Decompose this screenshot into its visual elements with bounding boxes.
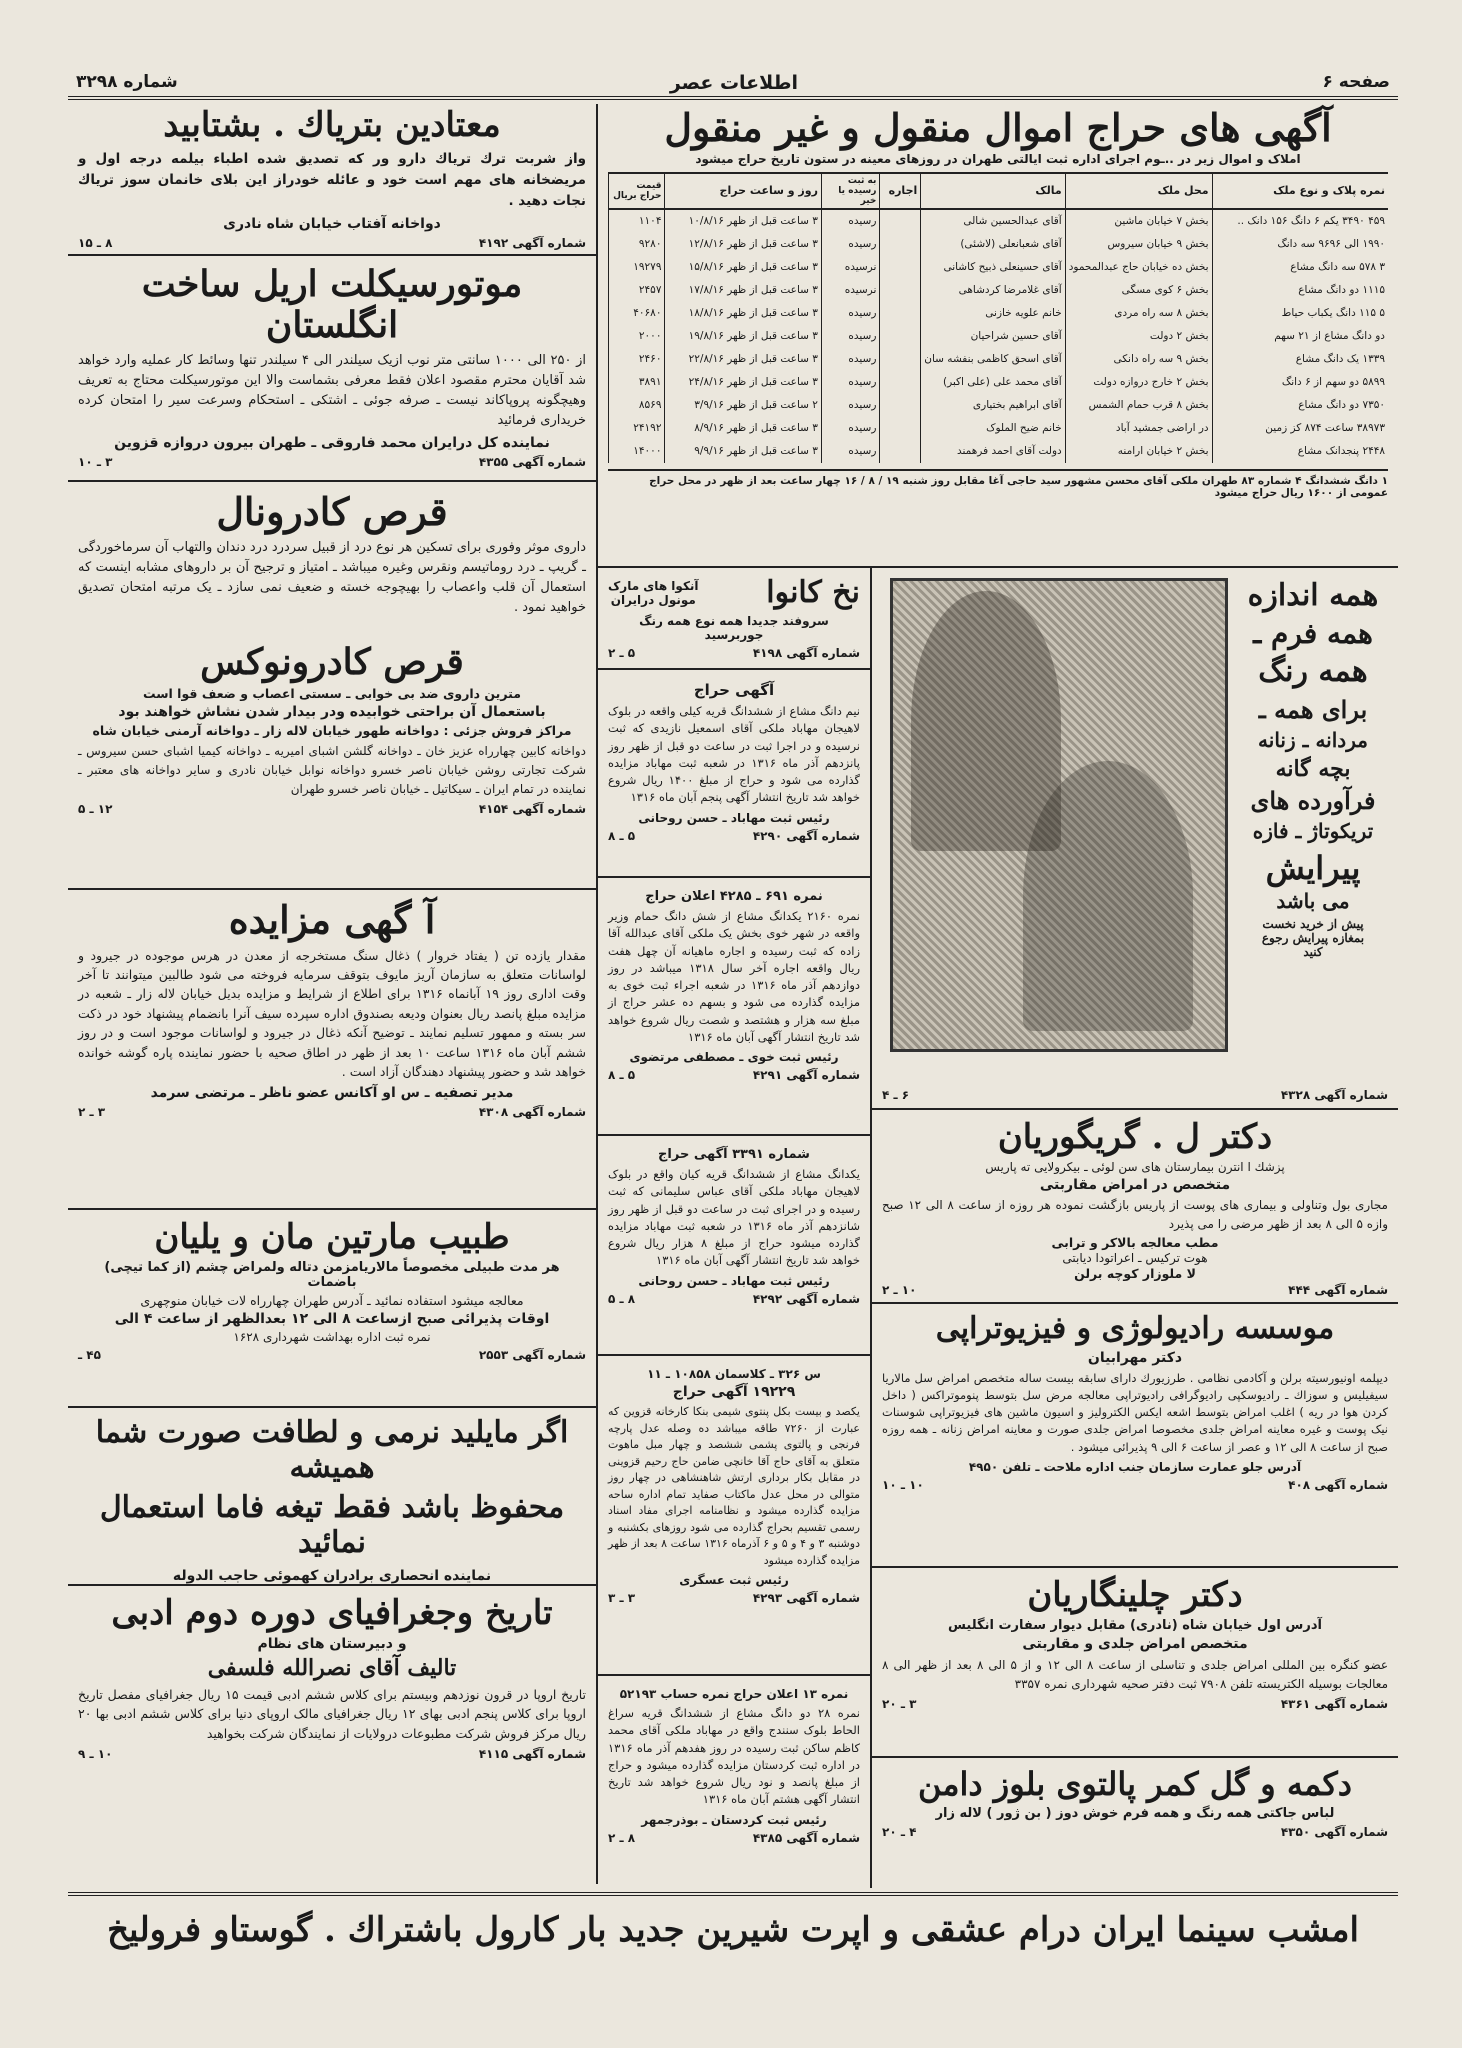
table-cell: بخش ۹ خیابان سیروس <box>1065 233 1212 256</box>
notice-2-meta <box>608 1068 860 1082</box>
auction-table <box>608 172 1388 463</box>
table-cell: در اراضی جمشید آباد <box>1065 417 1212 440</box>
ad-reg-number: شماره آگهی ۴۲۹۳ <box>752 1591 860 1605</box>
ad-code: ۵ ـ ۲ <box>608 645 636 660</box>
ad-fashion-meta <box>882 1088 1388 1102</box>
table-cell: آقای شعبانعلی (لاشئی) <box>921 233 1065 256</box>
ad-chelingarian-spec: متخصص امراض جلدی و مقاربتی <box>1022 1636 1248 1653</box>
ad-chelingarian <box>872 1570 1398 1758</box>
cinema-banner <box>68 1892 1398 1966</box>
table-cell: رسیده <box>821 348 879 371</box>
ad-canova-meta <box>608 646 860 660</box>
fashion-line: همه رنگ <box>1258 654 1368 689</box>
table-cell: ۱۴۰۰۰ <box>609 440 665 463</box>
ad-code: ۱۲ ـ ۵ <box>78 802 113 817</box>
ad-reg-number: شماره آگهی ۴۲۹۱ <box>752 1068 860 1082</box>
table-row <box>609 233 1389 256</box>
table-cell: نرسیده <box>821 279 879 302</box>
ad-history-sub1: و دبیرستان های نظام <box>257 1636 407 1653</box>
ad-reg-number: شماره آگهی ۴۳۸۵ <box>752 1830 860 1845</box>
table-cell: ۱۹۹۰ الی ۹۶۹۶ سه دانگ <box>1212 233 1388 256</box>
ad-code: ۵ ـ ۸ <box>608 1068 636 1082</box>
table-cell: ۴۰۶۸۰ <box>609 302 665 325</box>
table-cell: بخش ۹ سه راه دانکی <box>1065 348 1212 371</box>
ad-chelingarian-body: عضو کنگره بین المللی امراض جلدی و تناسلی از ساعت ۸ الی ۱۲ و از ۵ الی ۸ بعد از ظهر الی ۸ معالجات بوسیله الکتریسته تلفن ۷۹۰۸ ثبت دفتر صحیه شهرداری نمره ۳۳۵۷ <box>882 1658 1389 1691</box>
table-cell: ۳ ساعت قبل از ظهر ۱۷/۸/۱۶ <box>665 279 821 302</box>
table-cell: بخش ۸ سه راه مردی <box>1065 302 1212 325</box>
fashion-line: برای همه ـ <box>1258 695 1368 724</box>
table-cell: ۲۴۱۹۲ <box>609 417 665 440</box>
table-cell: ۲۰۰۰ <box>609 325 665 348</box>
table-row <box>609 256 1389 279</box>
fashion-line: فرآورده های <box>1250 786 1376 815</box>
ad-canova-side <box>608 579 699 607</box>
notice-2-head: نمره ۶۹۱ ـ ۴۲۸۵ اعلان حراج <box>645 889 823 904</box>
ad-reg-number: شماره آگهی ۴۱۹۲ <box>478 235 586 250</box>
table-cell: ۳ ساعت قبل از ظهر ۱۲/۸/۱۶ <box>665 233 821 256</box>
table-row <box>609 371 1389 394</box>
ad-radiology-addr: آدرس جلو عمارت سازمان جنب اداره ملاحت ـ تلفن ۴۹۵۰ <box>968 1459 1302 1474</box>
column-header: محل ملک <box>1065 173 1212 209</box>
table-cell: ۳ ساعت قبل از ظهر ۹/۹/۱۶ <box>665 440 821 463</box>
ad-grigorian-meta <box>882 1283 1388 1297</box>
notice-1-meta <box>608 829 860 843</box>
table-cell: ۲ ساعت قبل از ظهر ۳/۹/۱۶ <box>665 394 821 417</box>
table-row <box>609 279 1389 302</box>
ad-mozayede <box>68 892 596 1210</box>
table-cell: بخش ۷ خیابان ماشین <box>1065 209 1212 233</box>
auction-subtitle: املاک و اموال زیر در ..ـوم اجرای اداره ثبت ایالتی طهران در روزهای معینه در ستون تاریخ حراج میشود <box>695 151 1301 166</box>
table-cell: رسیده <box>821 209 879 233</box>
table-cell <box>880 394 921 417</box>
table-row <box>609 417 1389 440</box>
ad-reg-number: شماره آگهی ۴۱۹۸ <box>752 645 860 660</box>
table-cell: بخش ۲ خارج دروازه دولت <box>1065 371 1212 394</box>
column-header: اجاره <box>880 173 921 209</box>
table-cell: خانم علویه خازنی <box>921 302 1065 325</box>
ad-buttons-meta <box>882 1825 1388 1839</box>
table-cell: ۱۱۰۴ <box>609 209 665 233</box>
notice-1 <box>598 672 870 878</box>
ad-code: ۶ ـ ۴ <box>882 1088 910 1102</box>
ad-history-title: تاریخ وجغرافیای دوره دوم ادبی <box>111 1593 553 1633</box>
ad-cadronox-line2: باستعمال آن براحتی خوابیده ودر بیدار شدن نشاش خواهند بود <box>118 704 546 721</box>
notice-5-head: نمره ۱۳ اعلان حراج نمره حساب ۵۲۱۹۳ <box>619 1687 849 1701</box>
table-cell: ۳ ساعت قبل از ظهر ۲۲/۸/۱۶ <box>665 348 821 371</box>
notice-3-sign: رئیس ثبت مهاباد ـ حسن روحانی <box>638 1273 830 1288</box>
table-cell: ۳۸۹۷۳ ساعت ۸۷۴ کز زمین <box>1212 417 1388 440</box>
table-row <box>609 394 1389 417</box>
ad-martin-line4: نمره ثبت اداره بهداشت شهرداری ۱۶۲۸ <box>233 1330 431 1345</box>
ad-cadronal-title: قرص کادرونال <box>216 489 448 534</box>
ad-reg-number: شماره آگهی ۴۲۹۰ <box>752 828 860 843</box>
ad-opium <box>68 100 596 256</box>
issue-number: شماره ۳۲۹۸ <box>76 72 178 92</box>
fashion-line: همه اندازه <box>1247 578 1379 613</box>
cinema-banner-text: امشب سینما ایران درام عشقی و اپرت شیرین جدید بار کارول باشتراك . گوستاو فرولیخ <box>107 1910 1359 1951</box>
ad-cadronox-line3: مراکز فروش جزئی : دواخانه طهور خیابان لاله زار ـ دواخانه آرمنی خیابان شاه <box>92 723 572 739</box>
table-cell: ۳ ساعت قبل از ظهر ۸/۹/۱۶ <box>665 417 821 440</box>
ad-blade-title2: محفوظ باشد فقط تیغه فاما استعمال نمائید <box>99 1490 565 1560</box>
notice-2-body: نمره ۲۱۶۰ یکدانگ مشاع از شش دانگ حمام وزیر واقعه در شهر خوی بخش یک ملکی آقای عبدالله آقا زاده که ثبت رسیده و اجاره ماهیانه آن چهل هفت ریال واقعه اجاره آخر سال ۱۳۱۸ میباشد در روز دوازدهم آذر ماه ۱۳۱۶ در شعبه اجراء ثبت خوی به مزایده گذارده می شود و بسهم ده عشر حراج از مبلغ سه هزار و هشتصد و شصت ریال شروع خواهد شد تاریخ انتشار آگهی آبان ماه ۱۳۱۶ <box>608 909 860 1044</box>
ad-reg-number: شماره آگهی ۴۴۴ <box>1288 1283 1388 1298</box>
ad-code: ۳ ـ ۳ <box>608 1591 636 1605</box>
table-row <box>609 209 1389 233</box>
column-header: قیمت حراج بریال <box>609 173 665 209</box>
ad-chelingarian-meta <box>882 1697 1388 1711</box>
ad-martin-line3: اوقات پذیرائی صبح ازساعت ۸ الی ۱۲ بعدالظهر از ساعت ۴ الی <box>114 1311 550 1328</box>
table-cell: ۱۱۱۵ دو دانگ مشاع <box>1212 279 1388 302</box>
ad-history-meta <box>78 1747 586 1761</box>
ad-cadronal-body: داروی موثر وفوری برای تسکین هر نوع درد از قبیل سردرد درد دندان والتهاب آن سرماخوردگی ـ گریپ ـ درد روماتیسم ونقرس وغیره میباشد ـ امتیاز و ترجیح آن بر داروهای مشابه اینست که استعمال آن قلب واعصاب را بهیچوجه خسته و ضعیف نمی سازد ـ یک مرتبه امتحان تصدیق خواهید نمود . <box>78 539 586 616</box>
fashion-line: تریکوتاژ ـ فازه <box>1252 819 1374 843</box>
table-cell: رسیده <box>821 394 879 417</box>
table-row <box>609 348 1389 371</box>
ad-grigorian-line2: متخصص در امراض مقاربتی <box>1039 1177 1231 1194</box>
ad-radiology-body: دیپلمه اونیورسیته برلن و آکادمی نظامی . طرزیورك دارای سابقه بیست ساله متخصص امراض سل مالاریا سیفیلیس و سوزاك ـ رادیوسکپی رادیوگرافی رادیوتراپی معالجه مرض سل بتوسط پنوموتراکس ( داخل کردن هوا در ریه ) اغلب امراض بتوسط اشعه ایکس الکترولیز و اسیون ماشین های فیزیوتراپی شوسنات نیک پوست و غیره معاینه امراض جلدی مخصوصا امراض جلدی صورت و معاینه امراض زنانه ـ همه روزه صبح از ساعت ۸ الی ۱۲ و عصر از ساعت ۶ الی ۹ پذیرائی میشود . <box>882 1370 1388 1454</box>
ad-grigorian-line5: لا ملوزار کوچه برلن <box>1074 1266 1196 1282</box>
table-cell: ۲۴۶۰ <box>609 348 665 371</box>
table-cell <box>880 371 921 394</box>
table-cell: آقای محمد علی (علی اکبر) <box>921 371 1065 394</box>
table-cell: دو دانگ مشاع از ۲۱ سهم <box>1212 325 1388 348</box>
ad-canova-title: نخ کانوا <box>766 575 860 610</box>
ad-radiology-title: موسسه رادیولوژی و فیزیوتراپی <box>935 1311 1335 1346</box>
ad-motorcycle-agent: نماینده کل درایران محمد فاروقی ـ طهران بیرون دروازه قزوین <box>114 435 550 452</box>
ad-canova-body: سروفند جدیدا همه نوع همه رنگ جوربرسید <box>639 613 829 642</box>
ad-chelingarian-title: دکتر چلینگاریان <box>1027 1575 1243 1615</box>
ad-code: ۳ ـ ۱۰ <box>78 455 113 470</box>
table-cell <box>880 417 921 440</box>
ad-history-body: تاریخ اروپا در قرون نوزدهم وبیستم برای کلاس ششم ادبی قیمت ۱۵ ریال جغرافیای مفصل تاریخ اروپا برای کلاس پنجم ادبی بهای ۱۲ ریال جغرافیای مالک اروپای دنیا برای کلاس ششم ادبی بها ۲۰ ریال مرکز فروش شرکت مطبوعات درولایات از نمایندگان شرکت بخواهید <box>78 1687 586 1741</box>
ad-code: ۸ ـ ۲ <box>608 1830 636 1845</box>
ad-code: ۸ ـ ۵ <box>608 1291 636 1306</box>
table-cell: رسیده <box>821 440 879 463</box>
notice-5 <box>598 1678 870 1886</box>
table-cell: ۳ ساعت قبل از ظهر ۱۹/۸/۱۶ <box>665 325 821 348</box>
ad-cadronox <box>68 636 596 890</box>
ad-reg-number: شماره آگهی ۴۳۲۸ <box>1280 1088 1388 1102</box>
auction-footnote: ۱ دانگ ششدانگ ۴ شماره ۸۳ طهران ملکی آقای محسن مشهور سید حاجی آغا مقابل روز شنبه ۱۹ / ۸ / ۱۶ چهار ساعت بعد از ظهر در محل حراج عمومی از ۱۶۰۰ ریال حراج میشود <box>608 469 1388 499</box>
ad-buttons <box>872 1760 1398 1886</box>
ad-radiology-sub: دکتر مهرابیان <box>1087 1349 1183 1366</box>
table-cell: آقای اسحق کاظمی بنفشه سان <box>921 348 1065 371</box>
table-row <box>609 325 1389 348</box>
ad-code: ۸ ـ ۱۵ <box>78 235 113 250</box>
ad-history-sub2: تالیف آقای نصرالله فلسفی <box>207 1655 457 1682</box>
ad-cadronal <box>68 484 596 634</box>
ad-mozayede-sign: مدیر تصفیه ـ س او آکانس عضو ناظر ـ مرتضی سرمد <box>150 1085 514 1102</box>
table-row <box>609 440 1389 463</box>
ad-buttons-title: دکمه و گل کمر پالتوی بلوز دامن <box>917 1765 1353 1803</box>
ad-reg-number: شماره آگهی ۴۳۵۰ <box>1280 1824 1388 1839</box>
ad-motorcycle <box>68 258 596 482</box>
ad-cadronox-meta <box>78 802 586 816</box>
ad-code: ۵ ـ ۸ <box>608 828 636 843</box>
table-cell: ۵ ۱۱۵ دانگ یکباب حیاط <box>1212 302 1388 325</box>
ad-buttons-body: لباس جاکتی همه رنگ و همه فرم خوش دوز ( بن ژور ) لاله زار <box>935 1805 1335 1821</box>
ad-history <box>68 1588 596 1884</box>
ad-grigorian-line1: پزشك ا انترن بیمارستان های سن لوئی ـ بیکرولایی ته پاریس <box>985 1160 1285 1175</box>
page-label: صفحه ۶ <box>1322 72 1390 92</box>
ad-blade <box>68 1410 596 1586</box>
table-cell <box>880 348 921 371</box>
ad-reg-number: شماره آگهی ۴۳۰۸ <box>478 1105 586 1120</box>
table-cell: دولت آقای احمد فرهمند <box>921 440 1065 463</box>
table-cell: خانم ضیح الملوک <box>921 417 1065 440</box>
ad-code: ۱۰ ـ ۹ <box>78 1747 113 1762</box>
notice-5-sign: رئیس ثبت کردستان ـ بوذرجمهر <box>641 1812 827 1827</box>
ad-martin-line1: هر مدت طبیلی مخصوصاً مالاریامزمن دتاله ولمراض چشم (از کما تیچی) باضمات <box>104 1260 560 1291</box>
ad-reg-number: شماره آگهی ۴۱۱۵ <box>478 1747 586 1762</box>
fashion-line: همه فرم ـ <box>1253 617 1373 650</box>
ad-mozayede-body: مقدار یازده تن ( یفتاد خروار ) ذغال سنگ مستخرجه از معدن در هرس موجوده در جیرود و لواسانات متعلق به سازمان آریز مایوف بتوقف سرمایه فروخته می شود طالبین میتوانند تا آخر وقت اداری روز ۱۹ آبانماه ۱۳۱۶ برای اطلاع از شرایط و مزایده بدیل خیابان لاله زار ـ شعبه در مزایده مبلغ پانصد ریال بعنوان ودیعه بصندوق اداره سپرده سیف آنرا بانضمام پیشنهاد خود در ذکت سر بسته و ممهور تسلیم نمایند ـ توضیح آنکه ذغال در جیرود و لواسانات موجود است و در روز ششم آبان ماه ۱۳۱۶ ساعت ۱۰ بعد از ظهر در اطاق صحیه با حضور نماینده پاره گوشه خوانده خواهد شد و حضور پیشنهاد دهندگان آزاد است . <box>78 947 587 1079</box>
table-cell: ۸۵۶۹ <box>609 394 665 417</box>
ad-motorcycle-meta <box>78 455 586 469</box>
ad-reg-number: شماره آگهی ۴۰۸ <box>1288 1477 1388 1492</box>
notice-4-title: ۱۹۲۲۹ آگهی حراج <box>672 1384 796 1400</box>
table-cell: آقای حسین شراحیان <box>921 325 1065 348</box>
auction-title: آگهی های حراج اموال منقول و غیر منقول <box>664 105 1332 150</box>
notice-3-body: یکدانگ مشاع از ششدانگ قریه کیان واقع در بلوک لاهیجان مهاباد ملکی آقای عباس سلیمانی که ثبت رسیده و در اجرای ثبت در ساعت دو قبل از ظهر روز شانزدهم آذر ماه ۱۳۱۶ در شعبه ثبت مهاباد مزایده گذارده میشود حراج از مبلغ ۸ هزار ریال شروع خواهد شد تاریخ انتشار آگهی آبان ماه ۱۳۱۶ <box>608 1167 861 1268</box>
column-header: مالک <box>921 173 1065 209</box>
ad-martin-title: طبیب مارتین مان و یلیان <box>154 1217 510 1257</box>
ad-opium-body: واز شربت ترك تریاك دارو ور که تصدیق شده اطباء بیلمه درجه اول و مریضخانه های مهم است خود و عائله خودراز این بلای خانمان سوز ترياك نجات دهید . <box>78 151 586 209</box>
notice-3 <box>598 1138 870 1356</box>
ad-radiology <box>872 1306 1398 1568</box>
notice-1-body: نیم دانگ مشاع از ششدانگ قریه کیلی واقعه در بلوک لاهیجان مهاباد ملکی آقای اسمعیل نازیدی که ثبت نرسیده و در اجرا ثبت در ساعت دو قبل از ظهر روز پانزدهم آذر ماه ۱۳۱۶ در شعبه ثبت مهاباد مزایده گذارده می شود و حراج از مبلغ ۱۴۰۰ ریال شروع خواهد شد تاریخ انتشار آگهی پنجم آبان ماه ۱۳۱۶ <box>608 704 860 805</box>
table-row <box>609 302 1389 325</box>
photo-figure-woman <box>911 591 1061 851</box>
ad-opium-meta <box>78 236 586 250</box>
notice-4-body: یکصد و بیست بکل پنتوی شیمی بنکا کارخانه قزوین که عبارت از ۷۲۶۰ طاقه میباشد ده وصله عدل پارچه فرنجی و پالتوی پشمی ششصد و چهار مبل ماهوت متعلق به آقای حاج آقا خانچی ضامن حاج رحیم قزوینی در مقابل بکار برداری ارتش شاهنشاهی در چهار روز متوالی در محل عدل ماکتاب صفاید تمام اداره ساحه مزایده گذارده میشود و نظامنامه اجرای مفاد اسناد رسمی تقسیم بحراج گذارده می شود روزهای بکشنبه و دوشنبه ۳ و ۴ و ۵ و ۶ آذرماه ۱۳۱۶ ساعت ۸ بعد از ظهر مزایده گذارده میشود <box>608 1405 860 1567</box>
ad-canova-head <box>608 576 860 611</box>
ad-cadronox-title: قرص كادرونوكس <box>200 641 464 683</box>
table-cell: بخش ۲ خیابان ارامنه <box>1065 440 1212 463</box>
ad-reg-number: شماره آگهی ۴۳۶۱ <box>1280 1697 1388 1712</box>
table-cell <box>880 440 921 463</box>
fashion-line: می باشد <box>1276 889 1350 913</box>
table-cell: ۹۲۸۰ <box>609 233 665 256</box>
table-cell: ۴۵۹ ۳۴۹۰ یکم ۶ دانگ ۱۵۶ دانک .. <box>1212 209 1388 233</box>
photo-figure-child <box>1023 761 1193 1031</box>
column-header: نمره پلاک و نوع ملک <box>1212 173 1388 209</box>
table-cell <box>880 209 921 233</box>
table-cell: ۳۸۹۱ <box>609 371 665 394</box>
table-cell: ۱۳۳۹ یک دانگ مشاع <box>1212 348 1388 371</box>
table-cell <box>880 256 921 279</box>
ad-mozayede-meta <box>78 1105 586 1119</box>
ad-reg-number: شماره آگهی ۴۱۵۴ <box>478 802 586 817</box>
notice-2 <box>598 880 870 1136</box>
table-cell <box>880 233 921 256</box>
ad-code: ۴ ـ ۲۰ <box>882 1824 917 1839</box>
notice-4-sign: رئیس ثبت عسگری <box>679 1573 789 1587</box>
table-cell <box>880 279 921 302</box>
ad-opium-address: دواخانه آفتاب خیابان شاه نادری <box>223 215 441 232</box>
ad-grigorian-body: مجاری بول وتناولی و بیماری های پوست از پاریس بازگشت نموده هر روزه از ساعت ۸ الی ۱۲ صبح وازه ۵ الی ۸ بعد از ظهر مرضی را می پذیرد <box>882 1198 1388 1231</box>
table-cell: آقای حسینعلی ذبیح کاشانی <box>921 256 1065 279</box>
ad-blade-title1: اگر مایلید نرمی و لطافت صورت شما همیشه <box>95 1415 569 1485</box>
ad-canova-side1: آنکوا های مارک <box>608 579 699 594</box>
ad-martin-line2: معالجه میشود استفاده نمائید ـ آدرس طهران چهارراه لات خیابان منوچهری <box>140 1293 524 1309</box>
column-header: روز و ساعت حراج <box>665 173 821 209</box>
table-cell: آقای غلامرضا کردشاهی <box>921 279 1065 302</box>
ad-grigorian-title: دکتر ل . گریگوریان <box>997 1117 1273 1157</box>
ad-code: ۳ ـ ۲۰ <box>882 1697 917 1712</box>
ad-code: ۳ ـ ۲ <box>78 1105 106 1120</box>
table-cell: رسیده <box>821 325 879 348</box>
ad-grigorian-line4: هوت ترکیس ـ اعراتودا دیابتی <box>1062 1251 1208 1266</box>
table-cell: بخش ۶ کوی مسگی <box>1065 279 1212 302</box>
ad-grigorian-line3: مطب معالجه بالاکر و ترابی <box>1051 1235 1219 1251</box>
table-cell: نرسیده <box>821 256 879 279</box>
table-cell <box>880 302 921 325</box>
ad-blade-agent: نماینده انحصاری برادران کهموئی حاجب الدوله <box>172 1568 492 1584</box>
column-header: به ثبت رسیده یا خیر <box>821 173 879 209</box>
fashion-line: مردانه ـ زنانه <box>1258 728 1368 752</box>
notice-1-sign: رئیس ثبت مهاباد ـ حسن روحانی <box>638 810 830 825</box>
ad-mozayede-title: آ گهی مزایده <box>228 897 436 942</box>
table-cell: رسیده <box>821 233 879 256</box>
notice-5-meta <box>608 1831 860 1845</box>
table-cell: رسیده <box>821 417 879 440</box>
notice-3-meta <box>608 1292 860 1306</box>
ad-code: ۱۰ ـ ۲ <box>882 1283 917 1298</box>
table-cell: رسیده <box>821 371 879 394</box>
fashion-line: پیرایش <box>1265 849 1361 887</box>
auction-table-header <box>609 173 1389 209</box>
table-cell: ۳ ساعت قبل از ظهر ۱۸/۸/۱۶ <box>665 302 821 325</box>
ad-opium-title: معتادین بتریاك . بشتابید <box>163 105 501 145</box>
ad-martin-meta <box>78 1348 586 1362</box>
ad-chelingarian-addr: آدرس اول خیابان شاه (نادری) مقابل دیوار سفارت انگلیس <box>948 1618 1322 1634</box>
auction-ad <box>598 100 1398 568</box>
ad-motorcycle-body: از ۲۵۰ الی ۱۰۰۰ سانتی متر نوب ازیک سیلندر الی ۴ سیلندر تنها وسائط کار عملیه وارد خواهد شد آقایان محترم مقصود اعلان فقط معرفی بشماست والا این موتورسیکلت محتاج به تعریف وهیچگونه پروپاکاند نیست ـ صرفه جوئی ـ اشتکی ـ استحکام وسرعت سیر را امتحان کرده خریداری فرمائید <box>78 352 586 429</box>
ad-canova-side2: مونول درایران <box>610 593 696 608</box>
table-cell: ۳ ۵۷۸ سه دانگ مشاع <box>1212 256 1388 279</box>
ad-radiology-meta <box>882 1478 1388 1492</box>
fashion-line: کنید <box>1303 945 1323 959</box>
fashion-line: بمغازه پیرایش رجوع <box>1261 931 1365 945</box>
notice-4-meta <box>608 1591 860 1605</box>
ad-fashion-text <box>1238 578 1388 959</box>
ad-martin <box>68 1212 596 1408</box>
ad-reg-number: شماره آگهی ۴۳۵۵ <box>478 455 586 470</box>
table-cell: ۵۸۹۹ دو سهم از ۶ دانگ <box>1212 371 1388 394</box>
table-cell: بخش ۸ قرب حمام الشمس <box>1065 394 1212 417</box>
ad-cadronox-line1: مترین داروی ضد بی خوابی ـ سستی اعصاب و ضعف قوا است <box>143 686 521 702</box>
ad-reg-number: شماره آگهی ۴۲۹۲ <box>752 1291 860 1306</box>
table-cell: ۳ ساعت قبل از ظهر ۱۰/۸/۱۶ <box>665 209 821 233</box>
table-cell: آقای عبدالحسین شالی <box>921 209 1065 233</box>
table-cell: رسیده <box>821 302 879 325</box>
ad-grigorian <box>872 1112 1398 1304</box>
notice-5-body: نمره ۲۸ دو دانگ مشاع از ششدانگ قریه سراغ الحاط بلوک سنندج واقع در مهاباد ملکی آقای محمد کاظم ساکن ثبت رسیده در روز هفدهم آذر ماه ۱۳۱۶ در اداره ثبت کردستان مزایده گذارده میشود و حراج از مبلغ پانصد و نود ریال شروع خواهد شد تاریخ انتشار آگهی هشتم آبان ماه ۱۳۱۶ <box>608 1706 860 1807</box>
ad-motorcycle-title: موتورسیکلت اریل ساخت انگلستان <box>141 263 523 347</box>
ad-code: ۴۵ ـ <box>78 1348 101 1363</box>
ad-reg-number: شماره آگهی ۲۵۵۳ <box>478 1348 586 1363</box>
notice-4 <box>598 1358 870 1676</box>
table-cell: ۳ ساعت قبل از ظهر ۱۵/۸/۱۶ <box>665 256 821 279</box>
table-cell: ۲۴۴۸ پنجدانک مشاع <box>1212 440 1388 463</box>
table-cell: بخش ۲ دولت <box>1065 325 1212 348</box>
notice-2-sign: رئیس ثبت خوی ـ مصطفی مرتضوی <box>629 1050 839 1064</box>
page-header <box>68 70 1398 100</box>
fashion-photo <box>890 578 1228 1052</box>
fashion-line: پیش از خرید نخست <box>1262 917 1364 931</box>
table-cell: ۷۳۵۰ دو دانگ مشاع <box>1212 394 1388 417</box>
notice-1-title: آگهی حراج <box>693 681 775 699</box>
fashion-line: بچه گانه <box>1275 756 1351 782</box>
ad-canova <box>598 570 870 670</box>
table-cell: بخش ده خیابان حاج عبدالمحمود <box>1065 256 1212 279</box>
notice-3-head: شماره ۳۳۹۱ آگهی حراج <box>658 1147 810 1162</box>
ad-cadronox-body: دواخانه کابین چهارراه عزیز خان ـ دواخانه گلشن اشبای امیریه ـ دواخانه کیمیا اشبای حسن سیروس ـ شرکت تجارتی روشن خیابان ناصر خسرو دواخانه نوابل خیابان نادری و سایر دواخانه های معتبر ـ نماینده در تمام ایران ـ سیکاتیل ـ خیابان ناصر خسرو طهران <box>78 744 586 796</box>
table-cell: آقای ابراهیم بختیاری <box>921 394 1065 417</box>
ad-code: ۱۰ ـ ۱۰ <box>882 1477 924 1492</box>
table-cell: ۲۴۵۷ <box>609 279 665 302</box>
table-cell: ۳ ساعت قبل از ظهر ۲۴/۸/۱۶ <box>665 371 821 394</box>
notice-4-head: س ۳۲۶ ـ کلاسمان ۱۰۸۵۸ ـ ۱۱ <box>647 1367 821 1381</box>
newspaper-name: اطلاعات عصر <box>669 72 798 94</box>
table-cell: ۱۹۲۷۹ <box>609 256 665 279</box>
table-cell <box>880 325 921 348</box>
